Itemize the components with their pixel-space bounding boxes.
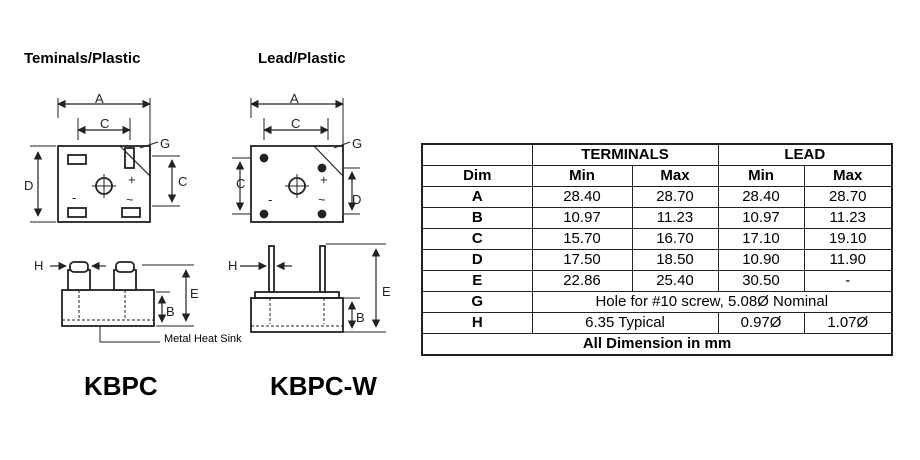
- value-cell: 17.10: [718, 229, 804, 250]
- heat-sink-label: Metal Heat Sink: [164, 333, 242, 345]
- kbpc-label-b: B: [166, 304, 175, 319]
- dim-cell: G: [422, 292, 532, 313]
- table-row-g: [422, 292, 892, 313]
- kbpc-label-c: C: [100, 116, 110, 131]
- kbpcw-label-g: G: [352, 136, 363, 151]
- corner-cell: [422, 144, 532, 166]
- kbpc-minus-sign: -: [72, 190, 77, 205]
- kbpcw-tilde-sign: ~: [318, 192, 326, 207]
- kbpc-tilde-sign: ~: [126, 192, 134, 207]
- value-cell: 1.07Ø: [804, 313, 892, 334]
- table-row: [422, 271, 892, 292]
- value-cell: 22.86: [532, 271, 632, 292]
- value-cell: 28.70: [804, 187, 892, 208]
- value-cell: 28.40: [532, 187, 632, 208]
- dim-cell: H: [422, 313, 532, 334]
- value-cell: 28.40: [718, 187, 804, 208]
- value-cell: 11.90: [804, 250, 892, 271]
- kbpcw-minus-sign: -: [268, 192, 273, 207]
- terminal-typical-cell: 6.35 Typical: [532, 313, 718, 334]
- group-header-row: [422, 144, 892, 166]
- terminals-min-header: Min: [532, 166, 632, 187]
- value-cell: 11.23: [804, 208, 892, 229]
- kbpcw-label-d: D: [352, 192, 362, 207]
- value-cell: 30.50: [718, 271, 804, 292]
- footer-row: [422, 334, 892, 356]
- table-row: [422, 250, 892, 271]
- kbpc-label-d: D: [24, 178, 34, 193]
- kbpcw-label-e: E: [382, 284, 391, 299]
- kbpc-label-c-side: C: [178, 174, 188, 189]
- kbpcw-label-c-side: C: [236, 176, 246, 191]
- kbpcw-label-h: H: [228, 258, 238, 273]
- dim-cell: C: [422, 229, 532, 250]
- kbpcw-label-c: C: [291, 116, 301, 131]
- lead-max-header: Max: [804, 166, 892, 187]
- table-row: [422, 208, 892, 229]
- dim-header: Dim: [422, 166, 532, 187]
- dim-cell: B: [422, 208, 532, 229]
- kbpc-model-label: KBPC: [84, 371, 158, 401]
- value-cell: 17.50: [532, 250, 632, 271]
- column-header-row: [422, 166, 892, 187]
- value-cell: 19.10: [804, 229, 892, 250]
- table-row: [422, 187, 892, 208]
- terminals-max-header: Max: [632, 166, 718, 187]
- kbpc-label-g: G: [160, 136, 171, 151]
- value-cell: 10.97: [718, 208, 804, 229]
- dim-cell: E: [422, 271, 532, 292]
- value-cell: 10.97: [532, 208, 632, 229]
- value-cell: 28.70: [632, 187, 718, 208]
- table-row: [422, 229, 892, 250]
- kbpcw-label-b: B: [356, 310, 365, 325]
- lead-min-header: Min: [718, 166, 804, 187]
- value-cell: 11.23: [632, 208, 718, 229]
- value-cell: -: [804, 271, 892, 292]
- value-cell: 15.70: [532, 229, 632, 250]
- table-row-h: [422, 313, 892, 334]
- kbpc-plus-sign: +: [128, 172, 136, 187]
- value-cell: 25.40: [632, 271, 718, 292]
- hole-spec-cell: Hole for #10 screw, 5.08Ø Nominal: [532, 292, 892, 313]
- lead-header: LEAD: [718, 144, 892, 166]
- kbpc-label-h: H: [34, 258, 44, 273]
- right-title: Lead/Plastic: [258, 50, 346, 67]
- kbpcw-model-label: KBPC-W: [270, 371, 377, 401]
- units-footer: All Dimension in mm: [422, 334, 892, 356]
- left-title: Teminals/Plastic: [24, 50, 141, 67]
- value-cell: 16.70: [632, 229, 718, 250]
- dim-cell: A: [422, 187, 532, 208]
- terminals-header: TERMINALS: [532, 144, 718, 166]
- value-cell: 10.90: [718, 250, 804, 271]
- kbpc-label-e: E: [190, 286, 199, 301]
- value-cell: 0.97Ø: [718, 313, 804, 334]
- kbpc-label-a: A: [95, 91, 104, 106]
- value-cell: 18.50: [632, 250, 718, 271]
- kbpcw-label-a: A: [290, 91, 299, 106]
- dimension-table: [421, 143, 893, 356]
- kbpcw-plus-sign: +: [320, 172, 328, 187]
- dim-cell: D: [422, 250, 532, 271]
- kbpc-side-view: [50, 262, 194, 342]
